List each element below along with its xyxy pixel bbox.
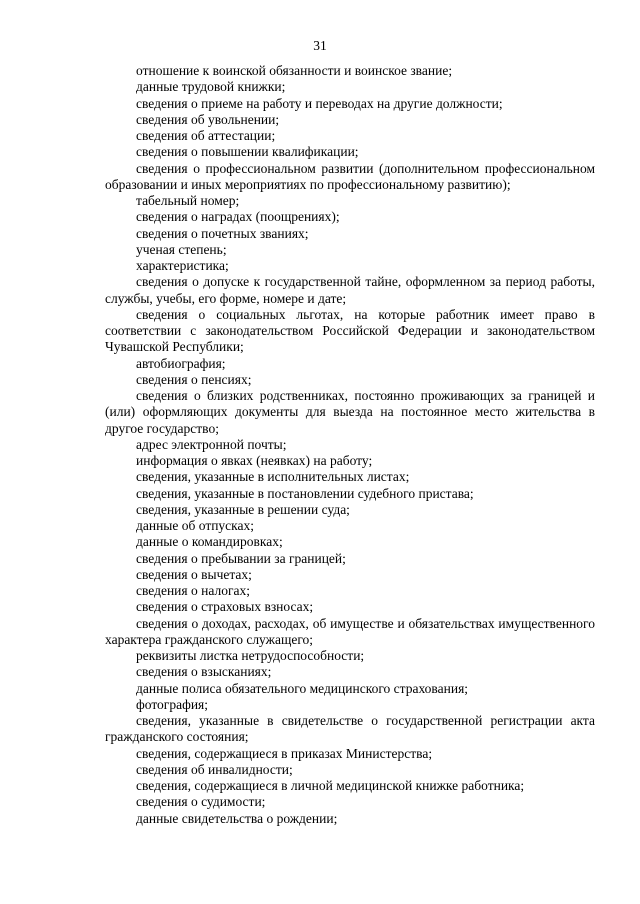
list-item: сведения о близких родственниках, постоянно проживающих за границей и (или) оформляющих документы для выезда на постоянное место жительства в другое государство; [105, 388, 595, 436]
list-item: ученая степень; [136, 241, 227, 257]
list-item: сведения о социальных льготах, на которые работник имеет право в соответствии с законодательством Российской Федерации и законодательством Чувашской Республики; [105, 306, 595, 355]
document-body [105, 63, 595, 827]
list-item: сведения, указанные в свидетельстве о государственной регистрации акта гражданского состояния; [105, 713, 595, 745]
list-item: адрес электронной почты; [136, 436, 287, 452]
list-item: сведения о наградах (поощрениях); [136, 209, 340, 225]
list-item: сведения, содержащиеся в приказах Министерства; [136, 745, 433, 761]
page-number: 31 [313, 38, 327, 53]
list-item: сведения, указанные в решении суда; [136, 501, 350, 517]
list-item: данные свидетельства о рождении; [136, 810, 338, 826]
list-item: сведения, указанные в постановлении судебного пристава; [136, 485, 474, 501]
list-item: сведения об инвалидности; [136, 761, 293, 777]
list-item: данные о командировках; [136, 534, 283, 550]
list-item: сведения о доходах, расходах, об имуществе и обязательствах имущественного характера гражданского служащего; [105, 615, 595, 647]
list-item: сведения о страховых взносах; [136, 599, 314, 615]
list-item: отношение к воинской обязанности и воинское звание; [136, 63, 453, 78]
list-item: автобиография; [136, 355, 226, 371]
list-item: сведения о судимости; [136, 794, 266, 810]
list-item: сведения о допуске к государственной тайне, оформленном за период работы, службы, учебы, его форме, номере и дате; [105, 274, 595, 306]
list-item: сведения о налогах; [136, 583, 250, 598]
list-item: сведения, содержащиеся в личной медицинской книжке работника; [136, 778, 525, 793]
list-item: данные трудовой книжки; [136, 79, 286, 95]
list-item: данные об отпусках; [136, 518, 255, 533]
list-item: сведения о пенсиях; [136, 371, 252, 387]
list-item: сведения о приеме на работу и переводах на другие должности; [136, 95, 503, 111]
list-item: фотография; [136, 696, 209, 712]
list-item: информация о явках (неявках) на работу; [136, 453, 373, 468]
list-item: сведения о профессиональном развитии (дополнительном профессиональном образовании и иных мероприятиях по профессиональному развитию); [105, 160, 595, 192]
list-item: данные полиса обязательного медицинского страхования; [136, 680, 469, 696]
list-item: сведения о почетных званиях; [136, 225, 309, 241]
list-item: характеристика; [136, 258, 229, 273]
list-item: табельный номер; [136, 193, 240, 208]
list-item: сведения о вычетах; [136, 566, 252, 582]
list-item: сведения о повышении квалификации; [136, 144, 359, 160]
list-item: сведения о взысканиях; [136, 664, 272, 680]
list-item: сведения, указанные в исполнительных листах; [136, 469, 410, 485]
list-item: сведения об аттестации; [136, 128, 276, 143]
list-item: сведения об увольнении; [136, 111, 280, 127]
list-item: сведения о пребывании за границей; [136, 550, 346, 566]
list-item: реквизиты листка нетрудоспособности; [136, 648, 365, 663]
